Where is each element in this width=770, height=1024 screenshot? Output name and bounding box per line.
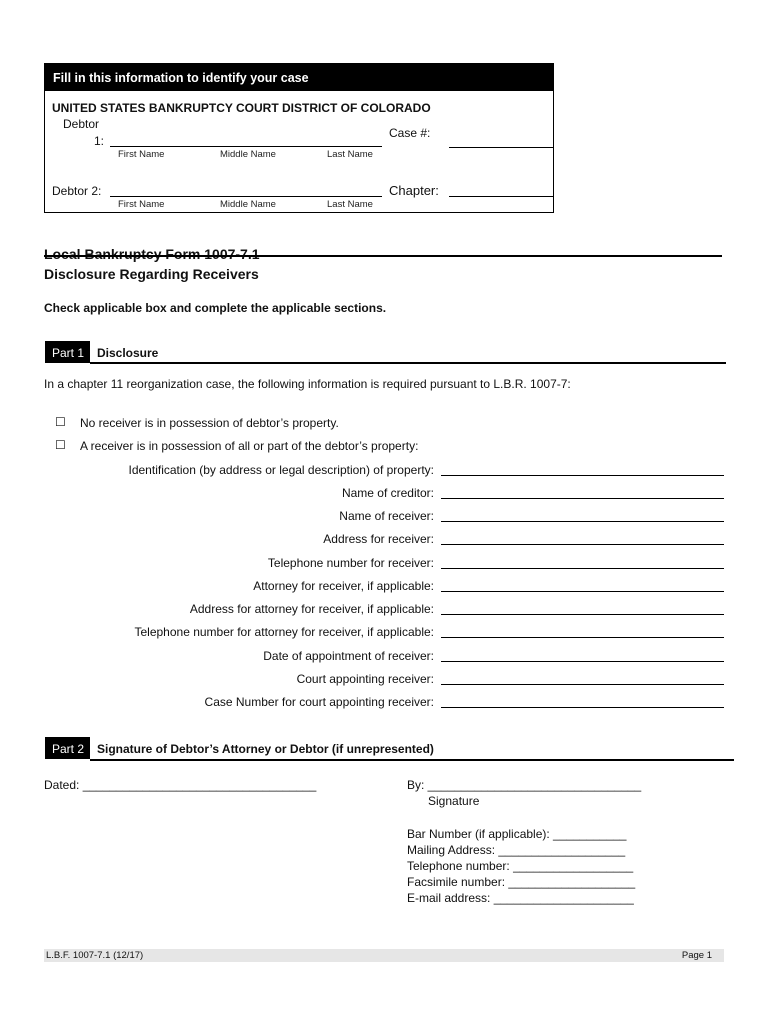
field-label-appointment-date: Date of appointment of receiver: — [263, 649, 434, 663]
field-label-receiver-telephone: Telephone number for receiver: — [267, 556, 434, 570]
case-info-header — [45, 64, 553, 91]
dated-field[interactable]: Dated: ___________________________________ — [44, 778, 317, 792]
checkbox-receiver-in-possession[interactable]: ☐ — [55, 438, 66, 452]
field-label-receiver-address: Address for receiver: — [323, 532, 434, 546]
part2-tag-text: Part 2 — [52, 742, 85, 756]
option-receiver-in-possession-label: A receiver is in possession of all or part of the debtor’s property: — [80, 439, 419, 453]
field-receiver-address[interactable] — [441, 544, 724, 545]
field-label-attorney-address: Address for attorney for receiver, if applicable: — [189, 602, 434, 616]
mailing-address-field[interactable]: Mailing Address: ___________________ — [407, 843, 626, 857]
form-subtitle: Disclosure Regarding Receivers — [44, 266, 259, 282]
field-attorney-address[interactable] — [441, 614, 724, 615]
signature-field[interactable]: By: ________________________________ — [407, 778, 642, 792]
field-label-receiver-name: Name of receiver: — [339, 509, 434, 523]
debtor1-middle-name-caption: Middle Name — [220, 149, 276, 160]
case-info-header-text: Fill in this information to identify your case — [53, 71, 309, 85]
field-label-property-identification: Identification (by address or legal description) of property: — [128, 463, 434, 477]
field-attorney-telephone[interactable] — [441, 637, 724, 638]
case-number-field[interactable] — [449, 147, 553, 148]
part1-rule — [90, 362, 726, 364]
part1-tag — [45, 341, 90, 363]
facsimile-number-field[interactable]: Facsimile number: ___________________ — [407, 875, 636, 889]
debtor2-last-name-caption: Last Name — [327, 199, 373, 210]
field-appointing-case-number[interactable] — [441, 707, 724, 708]
field-label-appointing-court: Court appointing receiver: — [296, 672, 434, 686]
part1-title: Disclosure — [97, 346, 159, 360]
field-label-attorney-telephone: Telephone number for attorney for receiver, if applicable: — [134, 625, 434, 639]
part1-tag-text: Part 1 — [52, 346, 85, 360]
part2-tag — [45, 737, 90, 759]
field-receiver-telephone[interactable] — [441, 568, 724, 569]
debtor1-label-number: 1: — [94, 134, 105, 148]
debtor1-label: Debtor — [63, 117, 100, 131]
case-number-label: Case #: — [389, 126, 431, 140]
debtor2-name-field[interactable] — [110, 196, 382, 197]
telephone-number-field[interactable]: Telephone number: __________________ — [407, 859, 634, 873]
footer-form-number: L.B.F. 1007-7.1 (12/17) — [46, 950, 144, 961]
part2-title: Signature of Debtor’s Attorney or Debtor (if unrepresented) — [97, 742, 434, 756]
footer-bar — [44, 949, 724, 962]
debtor1-name-field[interactable] — [110, 146, 382, 147]
debtor2-middle-name-caption: Middle Name — [220, 199, 276, 210]
option-no-receiver-label: No receiver is in possession of debtor’s property. — [80, 416, 339, 430]
footer-page-number: Page 1 — [681, 950, 712, 961]
field-label-creditor-name: Name of creditor: — [341, 486, 434, 500]
part1-intro: In a chapter 11 reorganization case, the following information is required pursuant to L.B.R. 1007-7: — [44, 377, 571, 391]
field-creditor-name[interactable] — [441, 498, 724, 499]
field-label-receiver-attorney: Attorney for receiver, if applicable: — [253, 579, 434, 593]
checkbox-no-receiver[interactable]: ☐ — [55, 415, 66, 429]
court-name: UNITED STATES BANKRUPTCY COURT DISTRICT OF COLORADO — [52, 101, 431, 115]
email-address-field[interactable]: E-mail address: _____________________ — [407, 891, 634, 905]
title-rule — [44, 255, 722, 257]
field-receiver-attorney[interactable] — [441, 591, 724, 592]
field-receiver-name[interactable] — [441, 521, 724, 522]
chapter-label: Chapter: — [389, 183, 439, 198]
field-appointment-date[interactable] — [441, 661, 724, 662]
bar-number-field[interactable]: Bar Number (if applicable): ___________ — [407, 827, 627, 841]
field-label-appointing-case-number: Case Number for court appointing receiver: — [204, 695, 434, 709]
field-appointing-court[interactable] — [441, 684, 724, 685]
debtor2-first-name-caption: First Name — [118, 199, 165, 210]
form-title: Local Bankruptcy Form 1007-7.1 — [44, 246, 260, 262]
part2-rule — [90, 759, 734, 761]
debtor1-first-name-caption: First Name — [118, 149, 165, 160]
field-property-identification[interactable] — [441, 475, 724, 476]
instruction-text: Check applicable box and complete the applicable sections. — [44, 301, 387, 315]
signature-caption: Signature — [428, 794, 480, 808]
chapter-field[interactable] — [449, 196, 553, 197]
debtor1-last-name-caption: Last Name — [327, 149, 373, 160]
debtor2-label: Debtor 2: — [52, 184, 102, 198]
